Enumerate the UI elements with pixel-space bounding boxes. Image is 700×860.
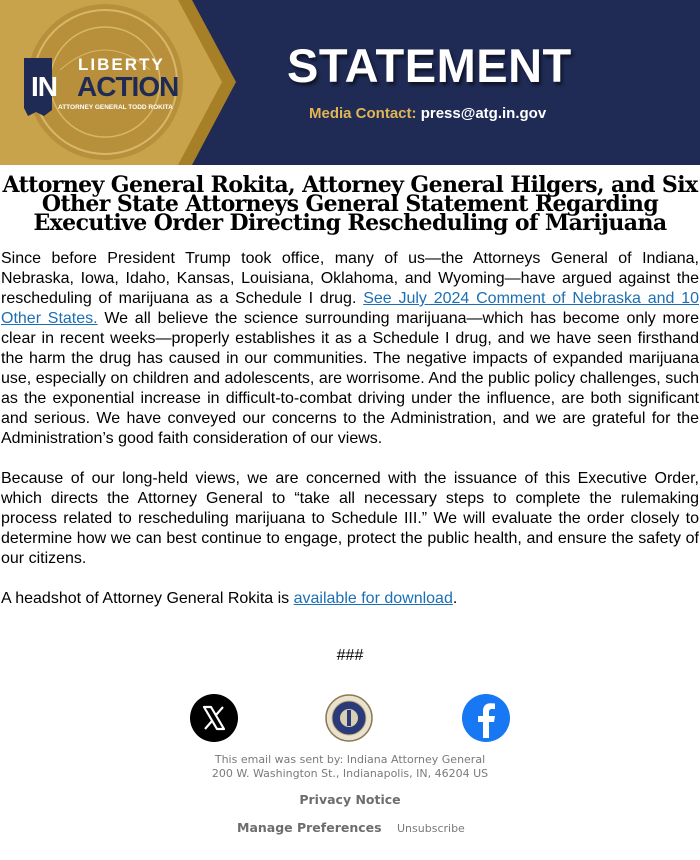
footer-address: 200 W. Washington St., Indianapolis, IN, 46204 US bbox=[211, 767, 489, 780]
comment-link[interactable]: See July 2024 Comment of Nebraska and 10 Other States. bbox=[1, 290, 699, 327]
logo-in-text: IN bbox=[31, 71, 57, 102]
attorney-general-seal-icon[interactable] bbox=[325, 694, 373, 742]
headshot-download-link[interactable]: available for download bbox=[293, 590, 453, 607]
paragraph-1-text-b: We all believe the science surrounding marijuana—which has become only more clear in recent weeks—properly establishes it as a Schedule I drug, and we have seen firsthand the harm the drug has caused in our communities. The negative impacts of expanded marijuana use, especially on children and adolescents, are worrisome. And the public policy challenges, such as the exponential increase in difficult-to-combat driving under the influence, are both significant and serious. We have conveyed our concerns to the Administration, and we are grateful for the Administration’s good faith consideration of our views. bbox=[1, 310, 700, 447]
logo-liberty-text: LIBERTY bbox=[78, 55, 165, 74]
media-contact-email: press@atg.in.gov bbox=[420, 105, 547, 122]
statement-banner bbox=[0, 0, 700, 165]
headline-line-2: Other State Attorneys General Statement Regarding bbox=[41, 191, 659, 217]
paragraph-1 bbox=[1, 249, 699, 449]
paragraph-3 bbox=[1, 589, 699, 609]
press-release-headline bbox=[0, 172, 700, 236]
paragraph-3-text-b: . bbox=[452, 590, 458, 607]
facebook-icon[interactable] bbox=[462, 694, 510, 742]
media-contact bbox=[309, 105, 546, 122]
paragraph-1-text-a: Since before President Trump took office, many of us—the Attorneys General of Indiana, Nebraska, Iowa, Idaho, Kansas, Louisiana, Oklahoma, and Wyoming—have argued against the rescheduling of marijuana as a Schedule I drug. bbox=[1, 250, 699, 307]
unsubscribe-link[interactable]: Unsubscribe bbox=[397, 822, 465, 835]
paragraph-2: Because of our long-held views, we are concerned with the issuance of this Executive Order, which directs the Attorney General to “take all necessary steps to complete the rulemaking process related to rescheduling marijuana to Schedule III.” We will evaluate the order closely to determine how we can best continue to engage, protect the public health, and ensure the safety of our citizens. bbox=[1, 470, 699, 567]
manage-preferences-link[interactable]: Manage Preferences bbox=[237, 820, 382, 835]
x-twitter-icon[interactable] bbox=[190, 694, 238, 742]
logo-subtitle: ATTORNEY GENERAL TODD ROKITA bbox=[58, 104, 173, 111]
end-marker: ### bbox=[336, 647, 364, 664]
logo-action-text: ACTION bbox=[77, 71, 179, 102]
headline-line-1: Attorney General Rokita, Attorney General Hilgers, and Six bbox=[2, 172, 698, 198]
headline-line-3: Executive Order Directing Rescheduling of Marijuana bbox=[33, 210, 667, 236]
footer-sent-by: This email was sent by: Indiana Attorney General bbox=[214, 753, 486, 766]
privacy-notice-link[interactable]: Privacy Notice bbox=[299, 792, 401, 807]
liberty-in-action-logo bbox=[22, 55, 182, 115]
media-contact-label: Media Contact: bbox=[309, 105, 417, 122]
paragraph-3-text-a: A headshot of Attorney General Rokita is bbox=[1, 590, 294, 607]
press-release-body bbox=[1, 249, 699, 629]
statement-title: STATEMENT bbox=[287, 39, 572, 92]
